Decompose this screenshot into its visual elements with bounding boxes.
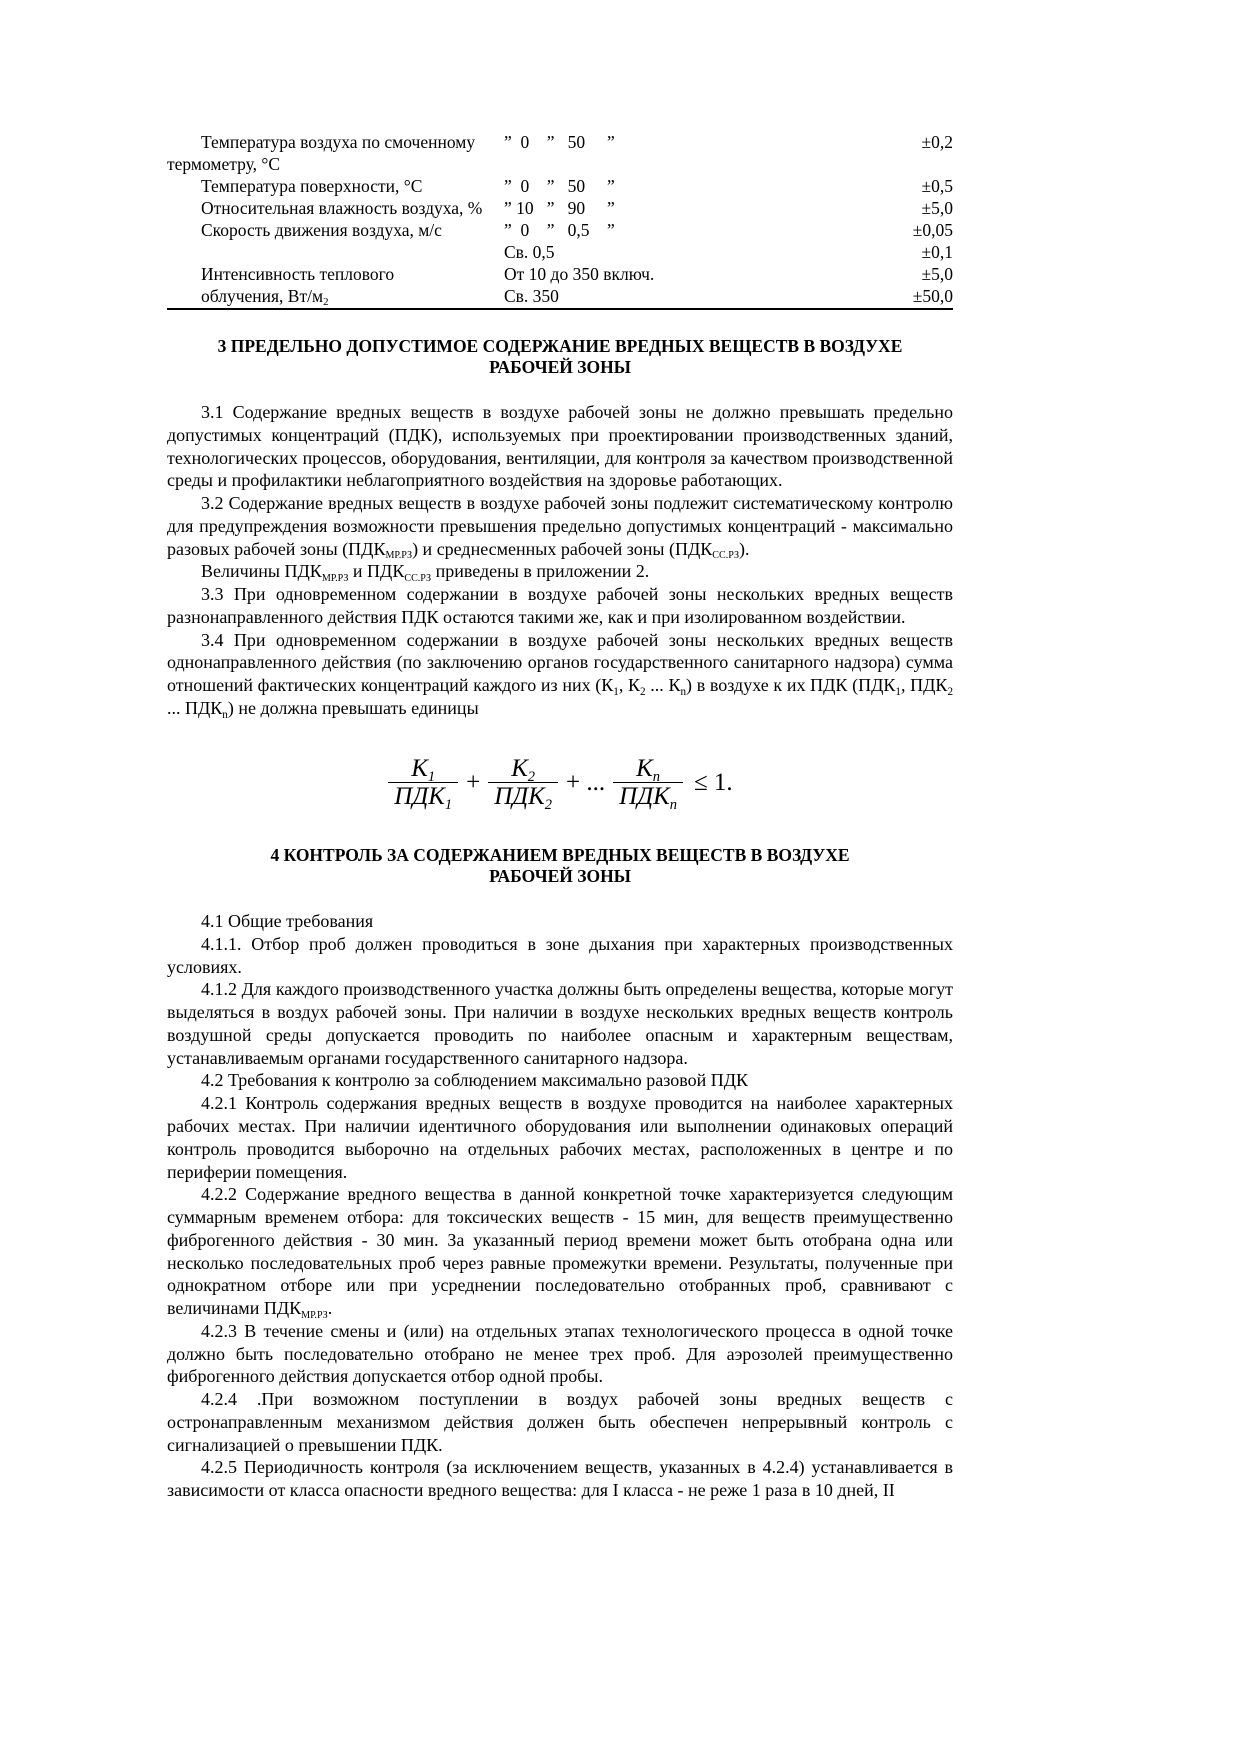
p422-text-a: 4.2.2 Содержание вредного вещества в данной конкретной точке характеризуется следующим суммарным временем отбора: для токсических веществ - 15 мин, для веществ преимущественно фиброгенного действия - 30 мин. За указанный период времени может быть отобрана одна или несколько последовательных проб через равные промежутки времени. Результаты, полученные при однократном отборе или при усреднении последовательно отобранных проб, сравнивают с величинами ПДК	[167, 1184, 953, 1319]
table-cell-range	[504, 132, 742, 176]
paragraph-3-2-velichiny	[167, 560, 953, 583]
paragraph-4-1-1: 4.1.1. Отбор проб должен проводиться в зоне дыхания при характерных производственных условиях.	[167, 933, 953, 977]
table-cell-parameter: Относительная влажность воздуха, %	[201, 197, 483, 218]
table-row	[167, 176, 953, 198]
paragraph-4-1-2: 4.1.2 Для каждого производственного участка должны быть определены вещества, которые могут выделяться в воздух рабочей зоны. При наличии в воздухе нескольких вредных веществ контроль воздушной среды допускается проводить по наиболее опасным и характерным веществам, устанавливаемым органами государственного санитарного надзора.	[167, 979, 953, 1068]
k-subscript-2: 2	[527, 768, 536, 785]
paragraph-4-2-4: 4.2.4 .При возможном поступлении в воздух рабочей зоны вредных веществ с остронаправленным механизмом действия должен быть обеспечен непрерывный контроль с сигнализацией о превышении ПДК.	[167, 1389, 953, 1455]
pdk-sum-formula	[387, 754, 733, 813]
table-cell-error: ±0,5	[921, 175, 953, 196]
table-cell-range	[504, 198, 742, 220]
section-3-heading	[167, 336, 953, 379]
table-cell-error: ±0,2	[921, 132, 953, 152]
p422-subscript-mr: МР.РЗ	[301, 1309, 328, 1321]
p34-text-b: , К	[618, 675, 641, 696]
fraction-1-denominator	[388, 782, 458, 813]
paragraph-3-2	[167, 492, 953, 560]
p32v-text-a: Величины ПДК	[201, 561, 322, 582]
spacer	[167, 888, 953, 910]
fraction-2	[488, 754, 558, 813]
pdk-subscript-n: n	[669, 796, 677, 813]
p422-text-b: .	[327, 1298, 333, 1319]
p34-text-f: ... ПДК	[167, 697, 223, 718]
pdk-symbol: ПДК	[619, 782, 670, 810]
fraction-n-denominator	[613, 782, 683, 813]
p32-subscript-ss: СС.РЗ	[712, 550, 740, 562]
document-page	[167, 0, 953, 1502]
p34-subscript-1: 1	[613, 685, 619, 698]
range-value: От 10 до 350 включ.	[504, 263, 655, 284]
table-cell-error: ±50,0	[912, 285, 953, 306]
p32v-subscript-ss: СС.РЗ	[404, 572, 432, 584]
p34-subscript-2: 2	[640, 685, 646, 698]
paragraph-3-1: 3.1 Содержание вредных веществ в воздухе рабочей зоны не должно превышать предельно допустимых концентраций (ПДК), используемых при проектировании производственных зданий, технологических процессов, оборудования, вентиляции, для контроля за качеством производственной среды и профилактики неблагоприятного воздействия на здоровье работающих.	[167, 402, 953, 491]
fraction-n	[613, 754, 683, 813]
paragraph-4-2-5: 4.2.5 Периодичность контроля (за исключением веществ, указанных в 4.2.4) устанавливается в зависимости от класса опасности вредного вещества: для I класса - не реже 1 раза в 10 дней, II	[167, 1457, 953, 1501]
table-cell-range	[504, 242, 742, 264]
superscript-square: 2	[323, 296, 329, 309]
fraction-n-numerator	[626, 754, 670, 785]
plus-ellipsis-operator: + ...	[566, 768, 606, 796]
table-cell-error: ±5,0	[921, 263, 953, 284]
range-value: ” 10 ” 90 ”	[504, 197, 615, 218]
table-cell-range	[504, 176, 742, 198]
table-row	[167, 242, 953, 264]
measurement-table-container	[167, 128, 953, 310]
table-cell-parameter: Интенсивность теплового	[201, 263, 395, 284]
table-cell-parameter	[167, 242, 504, 264]
spacer	[167, 379, 953, 401]
section-3-heading-line2: РАБОЧЕЙ ЗОНЫ	[489, 357, 631, 378]
pdk-symbol: ПДК	[394, 782, 445, 810]
p32v-text-c: приведены в приложении 2.	[431, 561, 650, 582]
section-4-heading-line1: 4 КОНТРОЛЬ ЗА СОДЕРЖАНИЕМ ВРЕДНЫХ ВЕЩЕСТВ В ВОЗДУХЕ	[270, 844, 850, 865]
section-4-heading	[167, 845, 953, 888]
p34-subscript-pdkn: n	[222, 708, 228, 721]
p32-text-b: ) и среднесменных рабочей зоны (ПДК	[412, 538, 713, 559]
table-cell-parameter: Скорость движения воздуха, м/с	[201, 219, 442, 240]
table-cell-parameter: Температура воздуха по смоченному термометру, °C	[167, 132, 476, 174]
k-symbol: К	[411, 754, 428, 782]
paragraph-4-1: 4.1 Общие требования	[201, 911, 374, 932]
p32v-text-b: и ПДК	[348, 561, 405, 582]
p32v-subscript-mr: МР.РЗ	[321, 572, 349, 584]
k-symbol: К	[636, 754, 653, 782]
table-cell-error: ±0,1	[921, 241, 953, 262]
table-cell-error: ±0,05	[912, 219, 953, 240]
fraction-2-denominator	[488, 782, 558, 813]
p32-subscript-mr: МР.РЗ	[385, 550, 413, 562]
paragraph-4-2-2	[167, 1183, 953, 1320]
spacer	[167, 720, 953, 756]
paragraph-3-4	[167, 629, 953, 720]
table-cell-range	[504, 286, 742, 308]
table-cell-range	[504, 220, 742, 242]
section-4-heading-line2: РАБОЧЕЙ ЗОНЫ	[489, 866, 631, 887]
spacer	[167, 310, 953, 336]
table-row	[167, 220, 953, 242]
table-cell-range	[504, 264, 742, 286]
k-subscript-n: n	[652, 768, 660, 785]
table-row	[167, 264, 953, 286]
paragraph-4-2-1: 4.2.1 Контроль содержания вредных веществ в воздухе проводится на наиболее характерных рабочих местах. При наличии идентичного оборудования или выполнении одинаковых операций контроль проводится выборочно на отдельных рабочих местах, расположенных в центре и по периферии помещения.	[167, 1093, 953, 1182]
fraction-1-numerator	[401, 754, 445, 785]
paragraph-4-2-3: 4.2.3 В течение смены и (или) на отдельных этапах технологического процесса в одной точке должно быть последовательно отобрано не менее трех проб. Для аэрозолей преимущественно фиброгенного действия допускается отбор одной пробы.	[167, 1320, 953, 1387]
formula-block	[167, 754, 953, 813]
spacer	[167, 809, 953, 845]
table-cell-error: ±5,0	[921, 197, 953, 218]
p34-subscript-pdk1: 1	[895, 685, 901, 698]
pdk-symbol: ПДК	[494, 782, 545, 810]
range-value: ” 0 ” 0,5 ”	[504, 219, 615, 240]
table-cell-parameter: облучения, $Вт/м_2$	[201, 285, 329, 309]
p32-text-a: 3.2 Содержание вредных веществ в воздухе рабочей зоны подлежит систематическому контролю для предупреждения возможности превышения предельно допустимых концентраций - максимально разовых рабочей зоны (ПДК	[167, 493, 953, 559]
pdk-subscript-2: 2	[544, 796, 553, 813]
pdk-subscript-1: 1	[444, 796, 453, 813]
formula-relation: ≤ 1.	[693, 768, 733, 796]
table-cell-parameter: Температура поверхности, °C	[201, 175, 423, 196]
section-3-heading-line1: 3 ПРЕДЕЛЬНО ДОПУСТИМОЕ СОДЕРЖАНИЕ ВРЕДНЫХ ВЕЩЕСТВ В ВОЗДУХЕ	[217, 335, 903, 356]
p34-text-g: ) не должна превышать единицы	[227, 697, 479, 718]
p34-text-c: ... К	[645, 675, 681, 696]
range-value: Св. 350	[504, 285, 559, 306]
p34-subscript-pdk2: 2	[947, 685, 954, 698]
table-row	[167, 132, 953, 176]
p34-text-d: ) в воздухе к их ПДК (ПДК	[686, 675, 896, 696]
paragraph-4-2: 4.2 Требования к контролю за соблюдением максимально разовой ПДК	[201, 1070, 749, 1091]
p32-text-c: ).	[739, 538, 750, 559]
k-subscript-1: 1	[427, 768, 436, 785]
p34-text-e: , ПДК	[900, 675, 948, 696]
k-symbol: К	[511, 754, 528, 782]
range-value: Св. 0,5	[504, 241, 555, 262]
table-row	[167, 286, 953, 308]
range-value: ” 0 ” 50 ”	[504, 175, 615, 196]
p34-text-a: 3.4 При одновременном содержании в воздухе рабочей зоны нескольких вредных веществ однонаправленного действия (по заключению органов государственного санитарного надзора) сумма отношений фактических концентраций каждого из них (К	[167, 629, 953, 696]
plus-operator-1: +	[466, 768, 481, 796]
measurement-accuracy-table	[167, 128, 953, 308]
range-value: ” 0 ” 50 ”	[504, 132, 615, 152]
p34-subscript-n: n	[680, 685, 687, 698]
table-row	[167, 198, 953, 220]
fraction-2-numerator	[501, 754, 545, 785]
fraction-1	[388, 754, 458, 813]
paragraph-3-3: 3.3 При одновременном содержании в воздухе рабочей зоны нескольких вредных веществ разнонаправленного действия ПДК остаются такими же, как и при изолированном воздействии.	[167, 584, 953, 627]
